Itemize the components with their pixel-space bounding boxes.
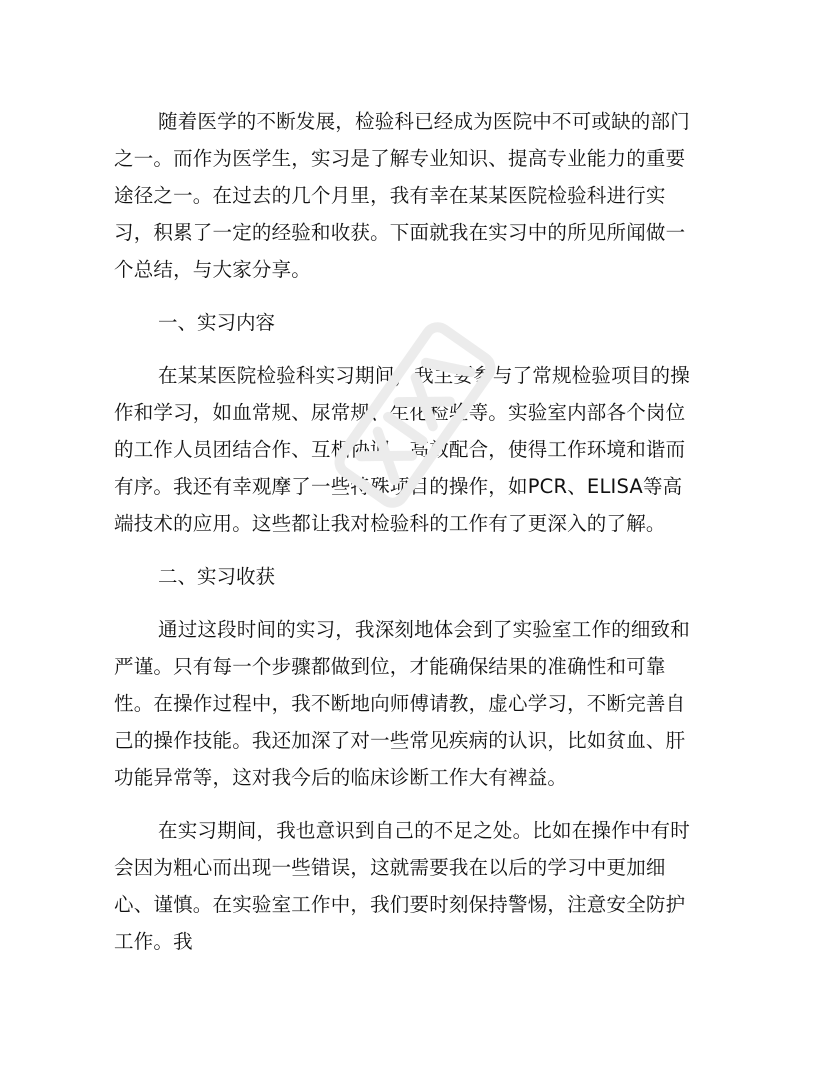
section-heading-content: 一、实习内容	[158, 311, 276, 334]
paragraph-gains: 通过这段时间的实习，我深刻地体会到了实验室工作的细致和严谨。只有每一个步骤都做到位，才能确保结果的准确性和可靠性。在操作过程中，我不断地向师傅请教，虚心学习，不断完善自己的操作技能。我还加深了对一些常见疾病的认识，比如贫血、肝功能异常等，这对我今后的临床诊断工作大有裨益。	[114, 618, 690, 789]
paragraph-content: 在某某医院检验科实习期间，我主要参与了常规检验项目的操作和学习，如血常规、尿常规、生化检验等。实验室内部各个岗位的工作人员团结合作、互相协调、高效配合，使得工作环境和谐而有序。我还有幸观摩了一些特殊项目的操作，如PCR、ELISA等高端技术的应用。这些都让我对检验科的工作有了更深入的了解。	[114, 364, 690, 535]
document-body	[114, 103, 694, 960]
paragraph-intro: 随着医学的不断发展，检验科已经成为医院中不可或缺的部门之一。而作为医学生，实习是了解专业知识、提高专业能力的重要途径之一。在过去的几个月里，我有幸在某某医院检验科进行实习，积累了一定的经验和收获。下面就我在实习中的所见所闻做一个总结，与大家分享。	[114, 110, 690, 281]
paragraph-shortcomings: 在实习期间，我也意识到自己的不足之处。比如在操作中有时会因为粗心而出现一些错误，这就需要我在以后的学习中更加细心、谨慎。在实验室工作中，我们要时刻保持警惕，注意安全防护工作。我	[114, 819, 690, 953]
section-heading-gains: 二、实习收获	[158, 565, 276, 588]
